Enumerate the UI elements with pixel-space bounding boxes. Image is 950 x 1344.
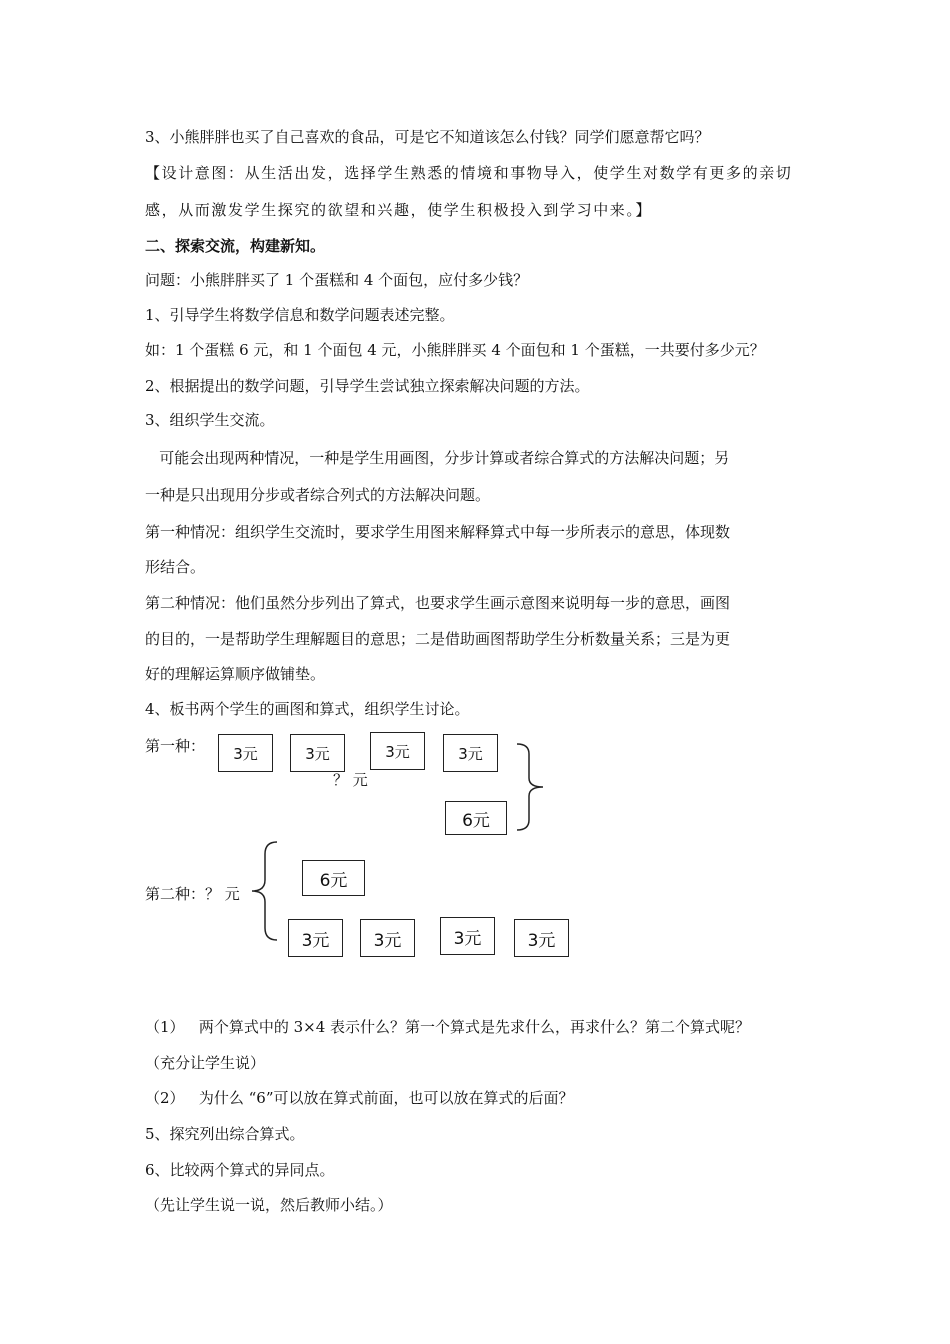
text-l15: 的目的，一是帮助学生理解题目的意思；二是借助画图帮助学生分析数量关系；三是为更 (145, 630, 731, 648)
text-l1: 3、小熊胖胖也买了自己喜欢的食品，可是它不知道该怎么付钱？同学们愿意帮它吗？ (145, 128, 710, 146)
second-method-label: 第二种：？ 元 (145, 885, 240, 903)
text-l21: 5、探究列出综合算式。 (145, 1125, 305, 1143)
box-6-yuan: 6元 (445, 801, 507, 835)
box-3-yuan: 3元 (288, 919, 343, 957)
box-3-yuan: 3元 (290, 734, 345, 772)
text-l9: 3、组织学生交流。 (145, 411, 275, 429)
box-3-yuan: 3元 (360, 919, 415, 957)
text-l18: （1） 两个算式中的 3×4 表示什么？第一个算式是先求什么，再求什么？第二个算式呢？ (145, 1018, 751, 1036)
box-3-yuan: 3元 (218, 734, 273, 772)
text-l7: 如：1 个蛋糕 6 元，和 1 个面包 4 元，小熊胖胖买 4 个面包和 1 个蛋糕，一共要付多少元？ (145, 341, 765, 359)
text-l20: （2） 为什么 “6”可以放在算式前面，也可以放在算式的后面？ (145, 1089, 574, 1107)
text-l8: 2、根据提出的数学问题，引导学生尝试独立探索解决问题的方法。 (145, 377, 590, 395)
box-3-yuan: 3元 (370, 732, 425, 770)
first-question-label: ？ 元 (333, 771, 368, 789)
text-l19: （充分让学生说） (145, 1054, 266, 1072)
text-l10: 可能会出现两种情况，一种是学生用画图，分步计算或者综合算式的方法解决问题；另 (145, 449, 730, 467)
box-6-yuan: 6元 (302, 860, 365, 896)
text-l11: 一种是只出现用分步或者综合列式的方法解决问题。 (145, 486, 491, 504)
text-l17: 4、板书两个学生的画图和算式，组织学生讨论。 (145, 700, 470, 718)
text-l13: 形结合。 (145, 558, 206, 576)
text-l16: 好的理解运算顺序做铺垫。 (145, 665, 326, 683)
first-method-label: 第一种： (145, 737, 206, 755)
text-l5: 问题：小熊胖胖买了 1 个蛋糕和 4 个面包，应付多少钱？ (145, 271, 529, 289)
box-3-yuan: 3元 (443, 734, 498, 772)
text-l14: 第二种情况：他们虽然分步列出了算式，也要求学生画示意图来说明每一步的意思，画图 (145, 594, 731, 612)
design-intent-note-line2: 感，从而激发学生探究的欲望和兴趣，使学生积极投入到学习中来。】 (145, 201, 653, 219)
text-l22: 6、比较两个算式的异同点。 (145, 1161, 335, 1179)
text-l12: 第一种情况：组织学生交流时，要求学生用图来解释算式中每一步所表示的意思，体现数 (145, 523, 731, 541)
text-l6: 1、引导学生将数学信息和数学问题表述完整。 (145, 306, 455, 324)
design-intent-note-line1: 【设计意图：从生活出发，选择学生熟悉的情境和事物导入，使学生对数学有更多的亲切 (145, 164, 793, 182)
box-3-yuan: 3元 (514, 919, 569, 957)
box-3-yuan: 3元 (440, 917, 495, 955)
section-heading: 二、探索交流，构建新知。 (145, 237, 326, 255)
right-brace (515, 742, 547, 832)
left-brace (250, 840, 280, 944)
text-l23: （先让学生说一说，然后教师小结。） (145, 1196, 393, 1214)
